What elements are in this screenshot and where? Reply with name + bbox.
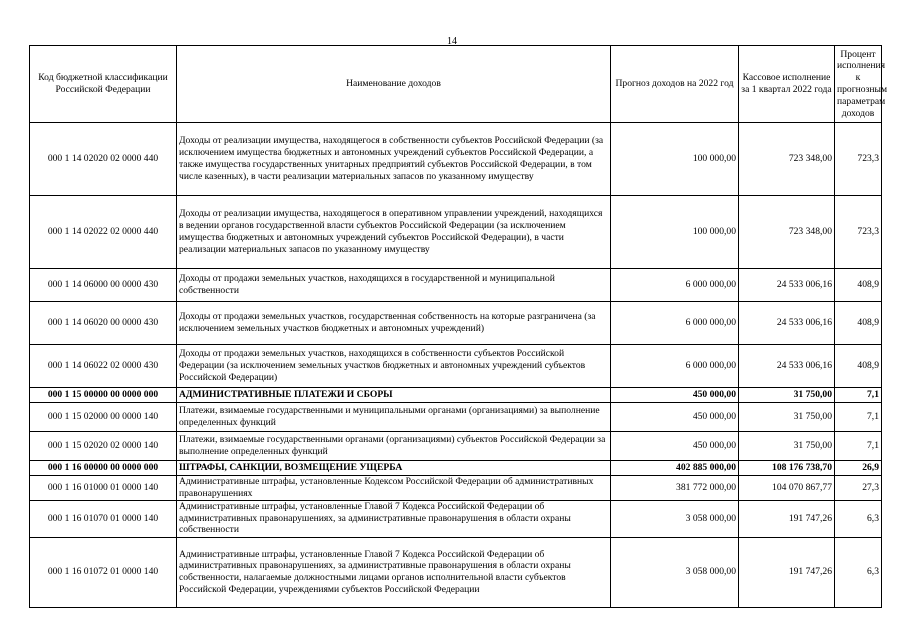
revenue-table [29,45,888,608]
row-code: 000 1 16 01000 01 0000 140 [30,476,177,501]
header-code: Код бюджетной классификации Российской Федерации [30,46,177,123]
row-percent: 723,3 [835,196,882,269]
row-cash: 108 176 738,70 [739,461,835,476]
row-percent: 26,9 [835,461,882,476]
row-code: 000 1 14 06020 00 0000 430 [30,302,177,345]
row-percent: 6,3 [835,500,882,537]
row-name: Доходы от реализации имущества, находящегося в оперативном управлении учреждений, находящихся в ведении органов государственной власти субъектов Российской Федерации (за исключением имущества бюджетных и автономных учреждений субъектов Российской Федерации), в части реализации материальных запасов по указанному имуществу [177,196,611,269]
row-percent: 408,9 [835,345,882,388]
row-name: Административные штрафы, установленные Кодексом Российской Федерации об административных правонарушениях [177,476,611,501]
table-body [30,123,882,608]
table-header-row [30,46,882,123]
row-code: 000 1 14 06022 02 0000 430 [30,345,177,388]
row-name: Доходы от реализации имущества, находящегося в собственности субъектов Российской Федерации (за исключением имущества бюджетных и автономных учреждений субъектов Российской Федерации, а также имущества государственных унитарных предприятий субъектов Российской Федерации, в том числе казенных), в части реализации материальных запасов по указанному имуществу [177,123,611,196]
row-forecast: 6 000 000,00 [611,345,739,388]
row-forecast: 450 000,00 [611,432,739,461]
row-code: 000 1 15 02000 00 0000 140 [30,403,177,432]
table-row [30,403,882,432]
header-name: Наименование доходов [177,46,611,123]
row-cash: 723 348,00 [739,196,835,269]
row-code: 000 1 14 06000 00 0000 430 [30,269,177,302]
header-forecast: Прогноз доходов на 2022 год [611,46,739,123]
header-cash: Кассовое исполнение за 1 квартал 2022 года [739,46,835,123]
row-name: Доходы от продажи земельных участков, государственная собственность на которые разграничена (за исключением земельных участков бюджетных и автономных учреждений) [177,302,611,345]
row-percent: 7,1 [835,432,882,461]
row-name: Платежи, взимаемые государственными органами (организациями) субъектов Российской Федерации за выполнение определенных функций [177,432,611,461]
row-code: 000 1 15 02020 02 0000 140 [30,432,177,461]
row-name: Административные штрафы, установленные Главой 7 Кодекса Российской Федерации об административных правонарушениях, за административные правонарушения в области охраны собственности [177,500,611,537]
row-forecast: 3 058 000,00 [611,537,739,607]
row-percent: 723,3 [835,123,882,196]
table-row [30,476,882,501]
table-row [30,123,882,196]
row-forecast: 100 000,00 [611,196,739,269]
row-percent: 6,3 [835,537,882,607]
table-row [30,388,882,403]
table-row [30,432,882,461]
row-cash: 24 533 006,16 [739,302,835,345]
row-code: 000 1 16 01070 01 0000 140 [30,500,177,537]
row-forecast: 450 000,00 [611,403,739,432]
row-cash: 24 533 006,16 [739,345,835,388]
header-percent: Процент исполнения к прогнозным параметрам доходов [835,46,882,123]
row-name: АДМИНИСТРАТИВНЫЕ ПЛАТЕЖИ И СБОРЫ [177,388,611,403]
row-forecast: 402 885 000,00 [611,461,739,476]
row-code: 000 1 16 01072 01 0000 140 [30,537,177,607]
row-cash: 191 747,26 [739,537,835,607]
row-name: Платежи, взимаемые государственными и муниципальными органами (организациями) за выполнение определенных функций [177,403,611,432]
row-cash: 723 348,00 [739,123,835,196]
table-row [30,537,882,607]
row-percent: 7,1 [835,388,882,403]
table-row [30,500,882,537]
row-percent: 7,1 [835,403,882,432]
row-cash: 191 747,26 [739,500,835,537]
row-percent: 408,9 [835,269,882,302]
row-name: ШТРАФЫ, САНКЦИИ, ВОЗМЕЩЕНИЕ УЩЕРБА [177,461,611,476]
table-row [30,196,882,269]
row-code: 000 1 15 00000 00 0000 000 [30,388,177,403]
table-row [30,269,882,302]
row-name: Доходы от продажи земельных участков, находящихся в государственной и муниципальной собственности [177,269,611,302]
row-forecast: 450 000,00 [611,388,739,403]
row-cash: 31 750,00 [739,432,835,461]
row-name: Административные штрафы, установленные Главой 7 Кодекса Российской Федерации об административных правонарушениях, за административные правонарушения в области охраны собственности, налагаемые должностными лицами органов исполнительной власти субъектов Российской Федерации, учреждениями субъектов Российской Федерации [177,537,611,607]
row-cash: 31 750,00 [739,403,835,432]
row-forecast: 6 000 000,00 [611,269,739,302]
row-code: 000 1 14 02022 02 0000 440 [30,196,177,269]
page-number: 14 [447,36,457,47]
row-cash: 24 533 006,16 [739,269,835,302]
row-cash: 31 750,00 [739,388,835,403]
row-forecast: 100 000,00 [611,123,739,196]
table-row [30,345,882,388]
row-forecast: 6 000 000,00 [611,302,739,345]
row-percent: 27,3 [835,476,882,501]
row-code: 000 1 14 02020 02 0000 440 [30,123,177,196]
table-row [30,302,882,345]
row-cash: 104 070 867,77 [739,476,835,501]
table-row [30,461,882,476]
row-code: 000 1 16 00000 00 0000 000 [30,461,177,476]
row-percent: 408,9 [835,302,882,345]
row-name: Доходы от продажи земельных участков, находящихся в собственности субъектов Российской Федерации (за исключением земельных участков бюджетных и автономных учреждений субъектов Российской Федерации) [177,345,611,388]
row-forecast: 381 772 000,00 [611,476,739,501]
row-forecast: 3 058 000,00 [611,500,739,537]
